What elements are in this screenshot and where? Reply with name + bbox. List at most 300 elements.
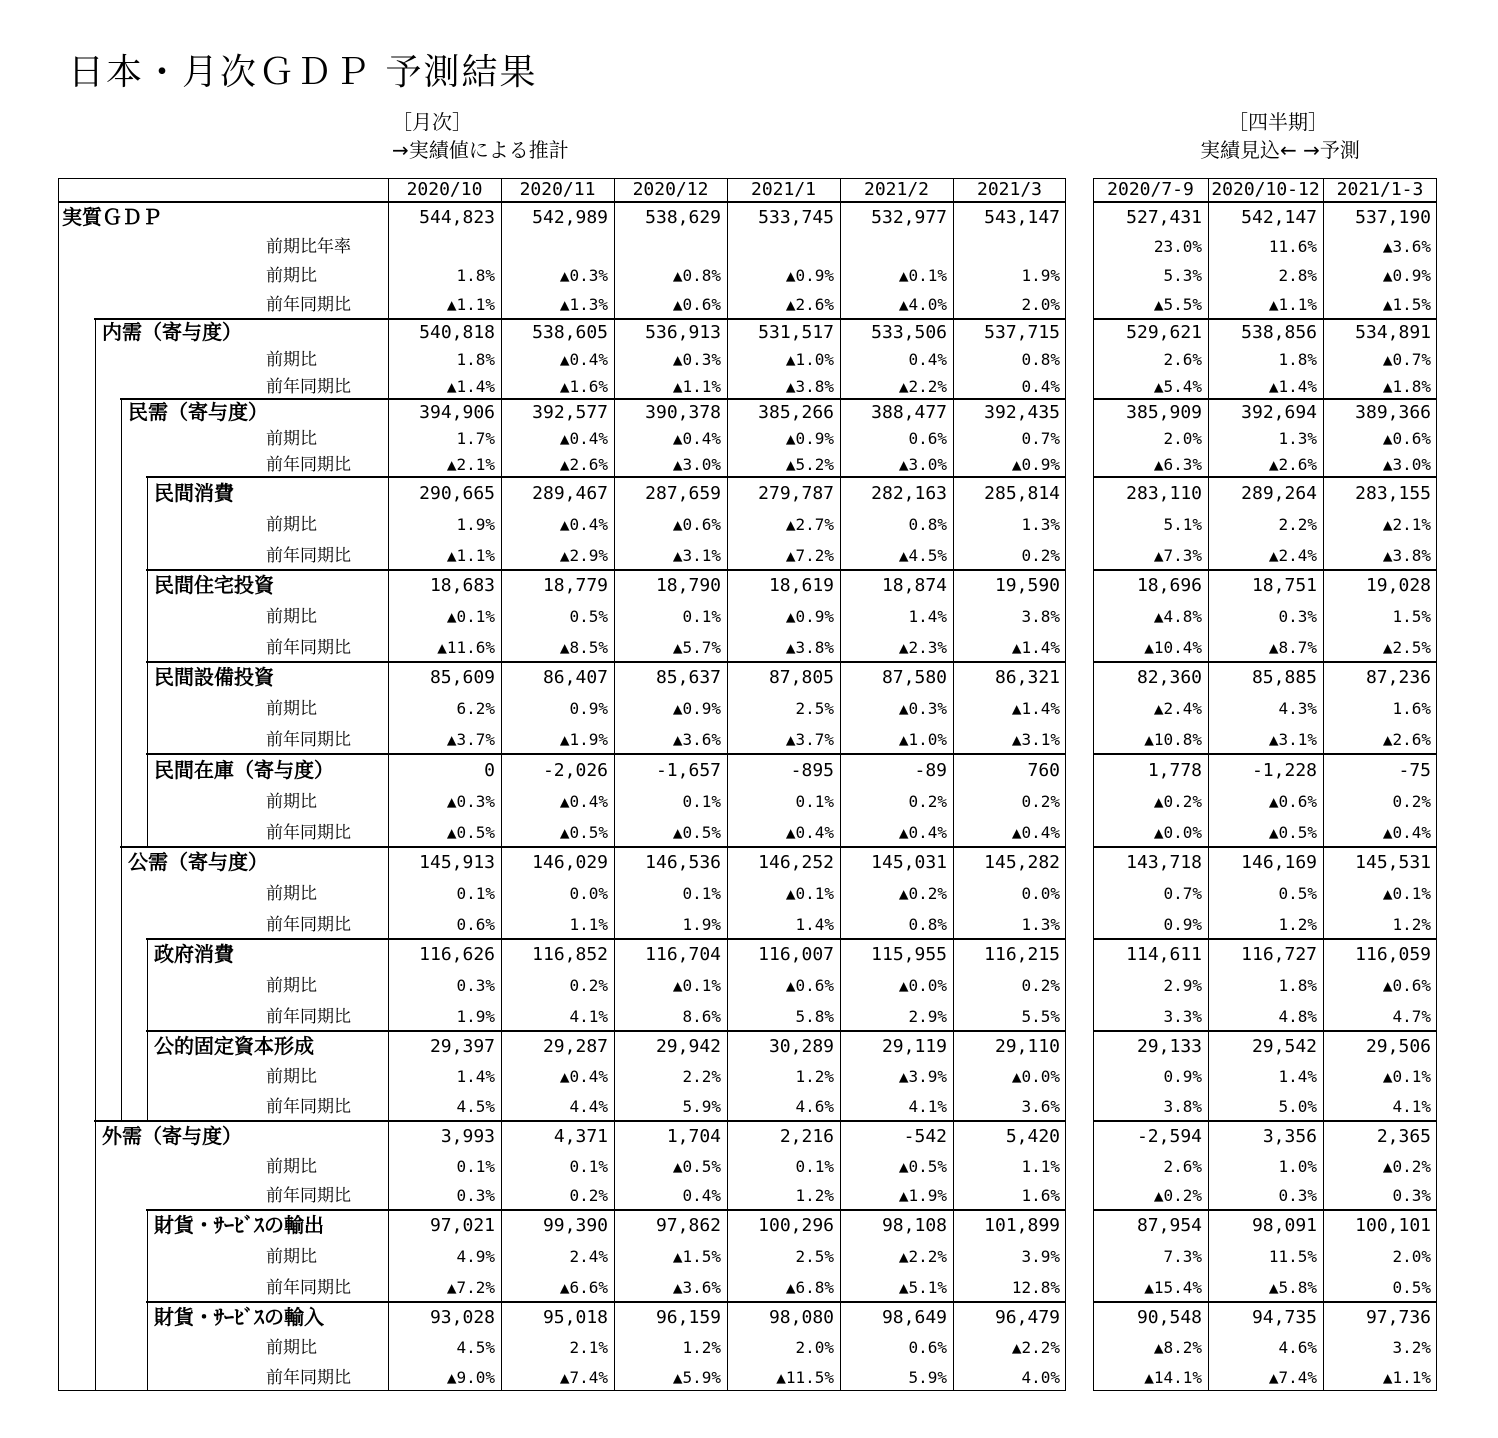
table-cell: ▲1.5% <box>1382 295 1431 315</box>
table-cell: 4.1% <box>1392 1097 1431 1116</box>
table-cell: 0.3% <box>456 1186 495 1206</box>
table-cell: 2.2% <box>682 1067 721 1086</box>
table-cell: -1,228 <box>1251 759 1317 781</box>
table-cell: 85,885 <box>1251 667 1317 689</box>
table-cell: 30,289 <box>768 1036 834 1057</box>
table-cell: ▲1.9% <box>559 729 608 749</box>
row-label: 前年同期比 <box>266 545 351 566</box>
table-cell: 4.5% <box>456 1097 495 1116</box>
table-cell: ▲5.9% <box>672 1368 721 1387</box>
table-cell: 3.3% <box>1163 1006 1202 1026</box>
section-divider <box>146 938 1066 940</box>
table-cell: 4.4% <box>569 1097 608 1116</box>
table-cell: 12.8% <box>1011 1277 1060 1297</box>
table-cell: 392,694 <box>1241 402 1317 423</box>
table-cell: 1.4% <box>1278 1067 1317 1086</box>
table-cell: 116,704 <box>645 944 721 966</box>
table-cell: ▲4.8% <box>1153 607 1202 626</box>
table-cell: 1.8% <box>1278 976 1317 995</box>
table-cell: 29,110 <box>994 1036 1060 1057</box>
table-cell: 18,790 <box>655 575 721 597</box>
table-cell: ▲5.8% <box>1268 1277 1317 1297</box>
table-cell: 5.9% <box>908 1368 947 1387</box>
table-cell: 2.9% <box>1163 976 1202 995</box>
table-cell: ▲1.4% <box>446 376 495 396</box>
row-label: 前年同期比 <box>266 1186 351 1207</box>
table-cell: 116,727 <box>1241 944 1317 966</box>
table-cell: 2.4% <box>569 1247 608 1266</box>
table-cell: 537,715 <box>984 322 1060 344</box>
table-cell: 5.5% <box>1021 1006 1060 1026</box>
table-cell: ▲0.9% <box>1011 455 1060 474</box>
table-cell: ▲0.5% <box>672 822 721 842</box>
column-header: 2020/7-9 <box>1107 179 1194 200</box>
table-cell: 2.0% <box>1021 295 1060 315</box>
table-cell: 86,407 <box>542 667 608 689</box>
table-cell: 0.9% <box>1163 1067 1202 1086</box>
table-cell: 4,371 <box>553 1125 608 1147</box>
table-cell: 1,778 <box>1147 759 1202 781</box>
table-cell: 0.3% <box>1392 1186 1431 1206</box>
table-cell: ▲0.2% <box>1153 791 1202 811</box>
table-cell: 529,621 <box>1126 322 1202 344</box>
table-cell: ▲0.3% <box>559 266 608 286</box>
row-label: 前期比 <box>266 1247 317 1267</box>
table-cell: ▲0.4% <box>559 514 608 534</box>
table-cell: 543,147 <box>984 206 1060 228</box>
column-header: 2021/2 <box>863 179 930 200</box>
table-cell: ▲2.6% <box>785 295 834 315</box>
table-cell: ▲0.6% <box>1268 791 1317 811</box>
table-cell: 4.3% <box>1278 699 1317 718</box>
table-cell: 1.4% <box>795 914 834 934</box>
table-cell: ▲0.5% <box>898 1156 947 1176</box>
section-divider <box>146 753 1066 755</box>
table-cell: 5.1% <box>1163 514 1202 534</box>
table-cell: ▲2.4% <box>1153 699 1202 718</box>
table-cell: ▲7.2% <box>446 1277 495 1297</box>
table-cell: ▲3.0% <box>898 455 947 474</box>
table-cell: ▲0.1% <box>672 976 721 995</box>
section-label: 民間設備投資 <box>154 665 274 690</box>
table-cell: 85,637 <box>655 667 721 689</box>
table-cell: 98,649 <box>881 1307 947 1328</box>
table-cell: 6.2% <box>456 699 495 718</box>
table-cell: 1.8% <box>456 266 495 286</box>
section-divider <box>120 846 1066 848</box>
table-cell: ▲2.1% <box>446 455 495 474</box>
table-cell: ▲3.1% <box>672 545 721 565</box>
section-divider <box>1093 1301 1437 1303</box>
table-cell: 100,296 <box>758 1215 834 1237</box>
table-cell: ▲2.4% <box>1268 545 1317 565</box>
table-cell: ▲0.6% <box>1382 976 1431 995</box>
table-cell: 4.8% <box>1278 1006 1317 1026</box>
row-label: 前年同期比 <box>266 729 351 750</box>
table-cell: 0.1% <box>795 791 834 811</box>
column-header: 2021/3 <box>976 179 1043 200</box>
table-cell: 1.6% <box>1392 699 1431 718</box>
table-cell: ▲2.6% <box>1268 455 1317 474</box>
table-cell: 0.2% <box>1392 791 1431 811</box>
table-cell: 94,735 <box>1251 1307 1317 1328</box>
table-cell: 7.3% <box>1163 1247 1202 1266</box>
table-cell: ▲0.1% <box>1382 884 1431 903</box>
row-label: 前期比 <box>266 976 317 996</box>
row-label: 前期比 <box>266 791 317 812</box>
table-cell: ▲7.4% <box>559 1368 608 1387</box>
table-cell: 1.9% <box>456 514 495 534</box>
table-cell: ▲11.5% <box>776 1368 834 1387</box>
column-header: 2020/12 <box>632 179 709 200</box>
table-cell: ▲3.8% <box>785 376 834 396</box>
table-cell: 1.7% <box>456 429 495 448</box>
table-cell: 90,548 <box>1136 1307 1202 1328</box>
table-cell: -1,657 <box>655 759 721 781</box>
table-cell: ▲7.4% <box>1268 1368 1317 1387</box>
table-cell: 29,287 <box>542 1036 608 1057</box>
table-cell: ▲1.6% <box>559 376 608 396</box>
table-cell: 1.2% <box>795 1067 834 1086</box>
row-label: 前年同期比 <box>266 637 351 658</box>
table-cell: 2.1% <box>569 1338 608 1357</box>
table-cell: ▲6.8% <box>785 1277 834 1297</box>
row-label: 前期比 <box>266 1067 317 1087</box>
table-cell: -75 <box>1398 759 1431 781</box>
table-cell: ▲1.1% <box>446 545 495 565</box>
table-cell: 4.6% <box>1278 1338 1317 1357</box>
table-cell: 1.4% <box>456 1067 495 1086</box>
table-cell: 282,163 <box>871 482 947 504</box>
table-cell: 4.6% <box>795 1097 834 1116</box>
table-cell: 283,155 <box>1355 482 1431 504</box>
table-cell: 1.8% <box>1278 350 1317 369</box>
section-label: 民間在庫（寄与度） <box>154 757 334 782</box>
table-cell: ▲3.1% <box>1011 729 1060 749</box>
section-divider <box>1093 846 1437 848</box>
table-cell: ▲8.2% <box>1153 1338 1202 1357</box>
table-cell: 0.0% <box>1021 884 1060 903</box>
table-cell: ▲0.2% <box>1382 1156 1431 1176</box>
section-divider <box>146 1301 1066 1303</box>
table-cell: ▲0.6% <box>1382 429 1431 448</box>
row-label: 前期比 <box>266 514 317 535</box>
table-cell: 2,365 <box>1376 1125 1431 1147</box>
section-divider <box>1093 398 1437 400</box>
table-cell: 0.3% <box>1278 1186 1317 1206</box>
table-cell: 146,029 <box>532 852 608 874</box>
table-cell: 290,665 <box>419 482 495 504</box>
section-divider <box>146 476 1066 479</box>
table-cell: ▲0.1% <box>898 266 947 286</box>
table-cell: 538,856 <box>1241 322 1317 344</box>
table-cell: 0.1% <box>795 1156 834 1176</box>
table-cell: ▲5.7% <box>672 637 721 657</box>
table-cell: -542 <box>903 1125 947 1147</box>
table-cell: 145,031 <box>871 852 947 874</box>
table-cell: 0.9% <box>569 699 608 718</box>
row-label: 前年同期比 <box>266 1277 351 1298</box>
table-cell: 527,431 <box>1126 206 1202 228</box>
section-divider <box>1093 1030 1437 1032</box>
table-cell: 29,133 <box>1136 1036 1202 1057</box>
table-cell: 146,536 <box>645 852 721 874</box>
table-cell: 93,028 <box>429 1307 495 1328</box>
quarterly-header-label: ［四半期］ <box>1228 110 1328 134</box>
table-cell: ▲14.1% <box>1144 1368 1202 1387</box>
table-cell: ▲1.4% <box>1268 376 1317 396</box>
row-label: 前年同期比 <box>266 1006 351 1027</box>
table-cell: 98,080 <box>768 1307 834 1328</box>
quarterly-header-note: 実績見込← →予測 <box>1200 138 1360 162</box>
table-cell: 116,852 <box>532 944 608 966</box>
table-cell: 18,683 <box>429 575 495 597</box>
table-cell: 0.1% <box>682 791 721 811</box>
table-cell: 1.5% <box>1392 607 1431 626</box>
table-cell: ▲0.4% <box>1382 822 1431 842</box>
table-cell: 531,517 <box>758 322 834 344</box>
table-cell: ▲0.3% <box>446 791 495 811</box>
table-cell: 537,190 <box>1355 206 1431 228</box>
table-cell: ▲0.4% <box>559 791 608 811</box>
table-cell: 1.3% <box>1021 914 1060 934</box>
table-cell: 0.1% <box>569 1156 608 1176</box>
table-cell: 101,899 <box>984 1215 1060 1237</box>
table-cell: 0.6% <box>456 914 495 934</box>
table-cell: ▲0.4% <box>898 822 947 842</box>
table-cell: 19,590 <box>994 575 1060 597</box>
table-cell: ▲0.9% <box>785 607 834 626</box>
header-divider <box>58 201 1066 203</box>
table-cell: 2.8% <box>1278 266 1317 286</box>
table-cell: ▲0.9% <box>1382 266 1431 286</box>
table-cell: 392,577 <box>532 402 608 423</box>
table-cell: 760 <box>1027 759 1060 781</box>
table-cell: ▲0.1% <box>446 607 495 626</box>
table-cell: ▲0.3% <box>672 350 721 369</box>
section-divider <box>146 661 1066 663</box>
table-cell: 0.5% <box>1392 1277 1431 1297</box>
table-cell: ▲0.8% <box>672 266 721 286</box>
table-cell: 0.2% <box>1021 976 1060 995</box>
section-label: 民需（寄与度） <box>128 400 268 424</box>
table-cell: 2.0% <box>1163 429 1202 448</box>
table-cell: ▲5.2% <box>785 455 834 474</box>
table-cell: ▲0.0% <box>898 976 947 995</box>
table-cell: 1.3% <box>1021 514 1060 534</box>
table-cell: 5.9% <box>682 1097 721 1116</box>
column-header: 2021/1-3 <box>1336 179 1424 200</box>
table-cell: ▲6.6% <box>559 1277 608 1297</box>
table-cell: ▲2.2% <box>898 1247 947 1266</box>
row-label: 前期比 <box>266 1156 317 1177</box>
table-cell: ▲9.0% <box>446 1368 495 1387</box>
table-cell: 534,891 <box>1355 322 1431 344</box>
row-label: 前期比 <box>266 884 317 904</box>
table-cell: 11.5% <box>1268 1247 1317 1266</box>
table-cell: 2.5% <box>795 1247 834 1266</box>
table-cell: 3.9% <box>1021 1247 1060 1266</box>
table-cell: ▲0.0% <box>1011 1067 1060 1086</box>
table-cell: 542,147 <box>1241 206 1317 228</box>
table-cell: 29,119 <box>881 1036 947 1057</box>
table-cell: ▲0.6% <box>785 976 834 995</box>
table-cell: 1.9% <box>456 1006 495 1026</box>
section-label: 内需（寄与度） <box>102 320 242 345</box>
table-cell: ▲2.6% <box>1382 729 1431 749</box>
table-cell: 3.8% <box>1163 1097 1202 1116</box>
section-divider <box>146 1209 1066 1211</box>
table-cell: 533,745 <box>758 206 834 228</box>
table-cell: 1.9% <box>1021 266 1060 286</box>
table-cell: 87,236 <box>1365 667 1431 689</box>
table-cell: 19,028 <box>1365 575 1431 597</box>
table-cell: ▲0.0% <box>1153 822 1202 842</box>
table-cell: 536,913 <box>645 322 721 344</box>
table-cell: 0 <box>484 759 495 781</box>
table-cell: ▲0.5% <box>672 1156 721 1176</box>
table-cell: 5.3% <box>1163 266 1202 286</box>
table-cell: 29,397 <box>429 1036 495 1057</box>
table-cell: 85,609 <box>429 667 495 689</box>
table-cell: ▲2.2% <box>1011 1338 1060 1357</box>
table-cell: 0.2% <box>569 1186 608 1206</box>
table-cell: ▲5.4% <box>1153 376 1202 396</box>
table-cell: ▲8.5% <box>559 637 608 657</box>
table-cell: 5.8% <box>795 1006 834 1026</box>
row-label: 前年同期比 <box>266 1368 351 1388</box>
table-cell: 98,091 <box>1251 1215 1317 1237</box>
table-cell: 538,629 <box>645 206 721 228</box>
row-label: 前期比 <box>266 607 317 627</box>
table-cell: 279,787 <box>758 482 834 504</box>
section-divider <box>146 569 1066 571</box>
table-cell: ▲5.1% <box>898 1277 947 1297</box>
table-cell: ▲3.8% <box>1382 545 1431 565</box>
table-cell: ▲8.7% <box>1268 637 1317 657</box>
table-cell: -2,026 <box>542 759 608 781</box>
table-cell: 1.1% <box>569 914 608 934</box>
table-cell: 0.1% <box>682 884 721 903</box>
section-label: 民間住宅投資 <box>154 573 274 598</box>
section-label: 財貨・ｻｰﾋﾞｽの輸入 <box>154 1305 324 1329</box>
table-cell: 0.7% <box>1021 429 1060 448</box>
table-cell: ▲2.7% <box>785 514 834 534</box>
tree-line <box>147 1210 148 1391</box>
table-cell: ▲15.4% <box>1144 1277 1202 1297</box>
row-label: 前年同期比 <box>266 822 351 843</box>
table-cell: ▲0.3% <box>898 699 947 718</box>
section-divider <box>1093 753 1437 755</box>
table-cell: 389,366 <box>1355 402 1431 423</box>
row-label: 前年同期比 <box>266 295 351 316</box>
table-cell: 116,626 <box>419 944 495 966</box>
table-cell: ▲3.6% <box>672 1277 721 1297</box>
table-cell: ▲2.2% <box>898 376 947 396</box>
table-cell: 0.3% <box>1278 607 1317 626</box>
row-label: 前期比 <box>266 266 317 287</box>
table-cell: 542,989 <box>532 206 608 228</box>
table-cell: 2.2% <box>1278 514 1317 534</box>
table-cell: ▲0.5% <box>1268 822 1317 842</box>
table-cell: ▲0.4% <box>1011 822 1060 842</box>
monthly-header-label: ［月次］ <box>392 110 472 134</box>
table-cell: ▲10.8% <box>1144 729 1202 749</box>
table-cell: 87,954 <box>1136 1215 1202 1237</box>
table-cell: 0.4% <box>682 1186 721 1206</box>
row-label: 前期比 <box>266 350 317 370</box>
table-cell: 145,282 <box>984 852 1060 874</box>
section-label: 外需（寄与度） <box>102 1123 242 1148</box>
table-cell: ▲3.0% <box>1382 455 1431 474</box>
section-label: 公需（寄与度） <box>128 850 268 875</box>
table-cell: 0.1% <box>682 607 721 626</box>
table-cell: ▲3.6% <box>672 729 721 749</box>
section-divider <box>1093 476 1437 478</box>
table-cell: -89 <box>914 759 947 781</box>
row-label: 前期比 <box>266 429 317 449</box>
table-cell: 394,906 <box>419 402 495 423</box>
table-cell: ▲2.5% <box>1382 637 1431 657</box>
table-cell: ▲1.1% <box>1268 295 1317 315</box>
table-cell: ▲4.0% <box>898 295 947 315</box>
table-cell: ▲6.3% <box>1153 455 1202 474</box>
table-cell: 18,619 <box>768 575 834 597</box>
table-cell: ▲1.0% <box>785 350 834 369</box>
table-cell: ▲3.9% <box>898 1067 947 1086</box>
table-cell: ▲1.3% <box>559 295 608 315</box>
table-cell: 8.6% <box>682 1006 721 1026</box>
table-cell: ▲1.5% <box>672 1247 721 1266</box>
table-cell: 11.6% <box>1268 236 1317 256</box>
table-cell: 1,704 <box>666 1125 721 1147</box>
table-cell: 0.3% <box>456 976 495 995</box>
table-cell: 1.3% <box>1278 429 1317 448</box>
table-cell: 97,736 <box>1365 1307 1431 1328</box>
table-cell: ▲0.6% <box>672 514 721 534</box>
table-cell: 1.2% <box>1392 914 1431 934</box>
table-cell: 3.2% <box>1392 1338 1431 1357</box>
section-divider <box>1093 938 1437 940</box>
table-cell: ▲10.4% <box>1144 637 1202 657</box>
table-cell: 29,542 <box>1251 1036 1317 1057</box>
table-cell: 2.0% <box>1392 1247 1431 1266</box>
table-cell: 2.9% <box>908 1006 947 1026</box>
table-cell: 1.9% <box>682 914 721 934</box>
table-cell: 143,718 <box>1126 852 1202 874</box>
table-cell: ▲1.0% <box>898 729 947 749</box>
table-cell: -2,594 <box>1136 1125 1202 1147</box>
section-divider <box>1093 569 1437 571</box>
section-divider <box>1093 661 1437 663</box>
table-cell: 4.1% <box>569 1006 608 1026</box>
section-label: 政府消費 <box>154 942 234 967</box>
table-cell: 0.0% <box>569 884 608 903</box>
table-cell: ▲0.9% <box>785 429 834 448</box>
table-cell: ▲2.6% <box>559 455 608 474</box>
table-cell: ▲0.9% <box>785 266 834 286</box>
table-cell: 3,356 <box>1262 1125 1317 1147</box>
header-divider <box>1093 201 1437 203</box>
table-cell: ▲0.2% <box>898 884 947 903</box>
table-cell: 540,818 <box>419 322 495 344</box>
row-label: 前年同期比 <box>266 1097 351 1117</box>
table-cell: -895 <box>790 759 834 781</box>
table-cell: 146,169 <box>1241 852 1317 874</box>
table-cell: 0.9% <box>1163 914 1202 934</box>
table-cell: 4.7% <box>1392 1006 1431 1026</box>
table-cell: ▲1.1% <box>672 376 721 396</box>
